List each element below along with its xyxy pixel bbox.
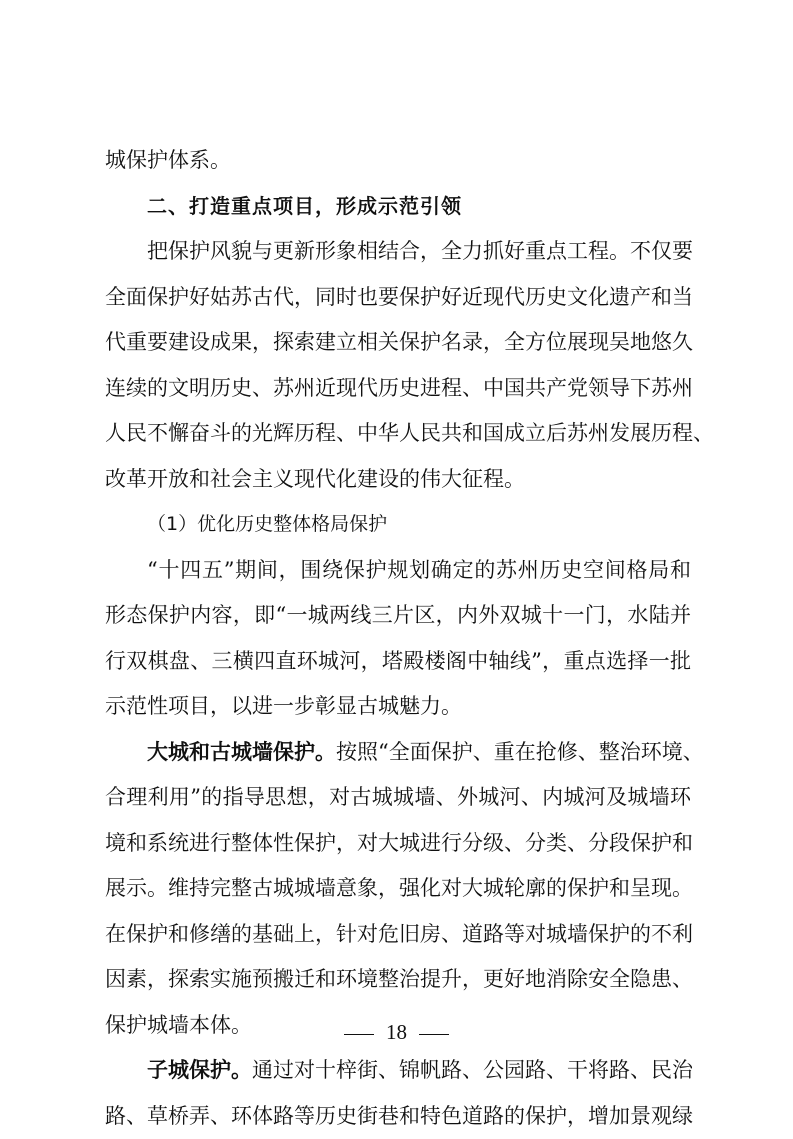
text-line: 改革开放和社会主义现代化建设的伟大征程。: [105, 457, 691, 503]
paragraph-lead: 子城保护。: [147, 1058, 252, 1082]
text-line: [105, 730, 691, 776]
page-number: [0, 1020, 793, 1045]
text-line: 行双棋盘、三横四直环城河，塔殿楼阁中轴线”，重点选择一批: [105, 639, 691, 685]
paragraph-text: 按照“全面保护、重在抢修、整治环境、: [336, 740, 704, 764]
paragraph-lead: 大城和古城墙保护。: [147, 740, 336, 764]
text-line: 示范性项目，以进一步彰显古城魅力。: [105, 684, 691, 730]
text-line: 在保护和修缮的基础上，针对危旧房、道路等对城墙保护的不利: [105, 912, 691, 958]
text-line: 保护城墙本体。: [105, 1003, 691, 1049]
text-line: 境和系统进行整体性保护，对大城进行分级、分类、分段保护和: [105, 821, 691, 867]
subsection-heading: （1）优化历史整体格局保护: [105, 502, 691, 548]
text-line: 合理利用”的指导思想，对古城城墙、外城河、内城河及城墙环: [105, 775, 691, 821]
page-number-value: 18: [386, 1020, 407, 1044]
text-line: 连续的文明历史、苏州近现代历史进程、中国共产党领导下苏州: [105, 366, 691, 412]
text-line: 展示。维持完整古城城墙意象，强化对大城轮廓的保护和呈现。: [105, 866, 691, 912]
body-text: [105, 138, 691, 1139]
text-line: 把保护风貌与更新形象相结合，全力抓好重点工程。不仅要: [105, 229, 691, 275]
text-line: 路、草桥弄、环体路等历史街巷和特色道路的保护，增加景观绿: [105, 1094, 691, 1139]
section-heading: 二、打造重点项目，形成示范引领: [105, 184, 691, 230]
text-line: 人民不懈奋斗的光辉历程、中华人民共和国成立后苏州发展历程、: [105, 411, 691, 457]
text-line: “十四五”期间，围绕保护规划确定的苏州历史空间格局和: [105, 548, 691, 594]
paragraph-text: 通过对十梓街、锦帆路、公园路、干将路、民治: [252, 1058, 693, 1082]
text-line: 因素，探索实施预搬迁和环境整治提升，更好地消除安全隐患、: [105, 957, 691, 1003]
text-line: 全面保护好姑苏古代，同时也要保护好近现代历史文化遗产和当: [105, 275, 691, 321]
text-line: [105, 1048, 691, 1094]
text-line: 形态保护内容，即“一城两线三片区，内外双城十一门，水陆并: [105, 593, 691, 639]
left-dash: [344, 1034, 374, 1035]
right-dash: [419, 1034, 449, 1035]
text-line: 代重要建设成果，探索建立相关保护名录，全方位展现吴地悠久: [105, 320, 691, 366]
text-line: 城保护体系。: [105, 138, 691, 184]
